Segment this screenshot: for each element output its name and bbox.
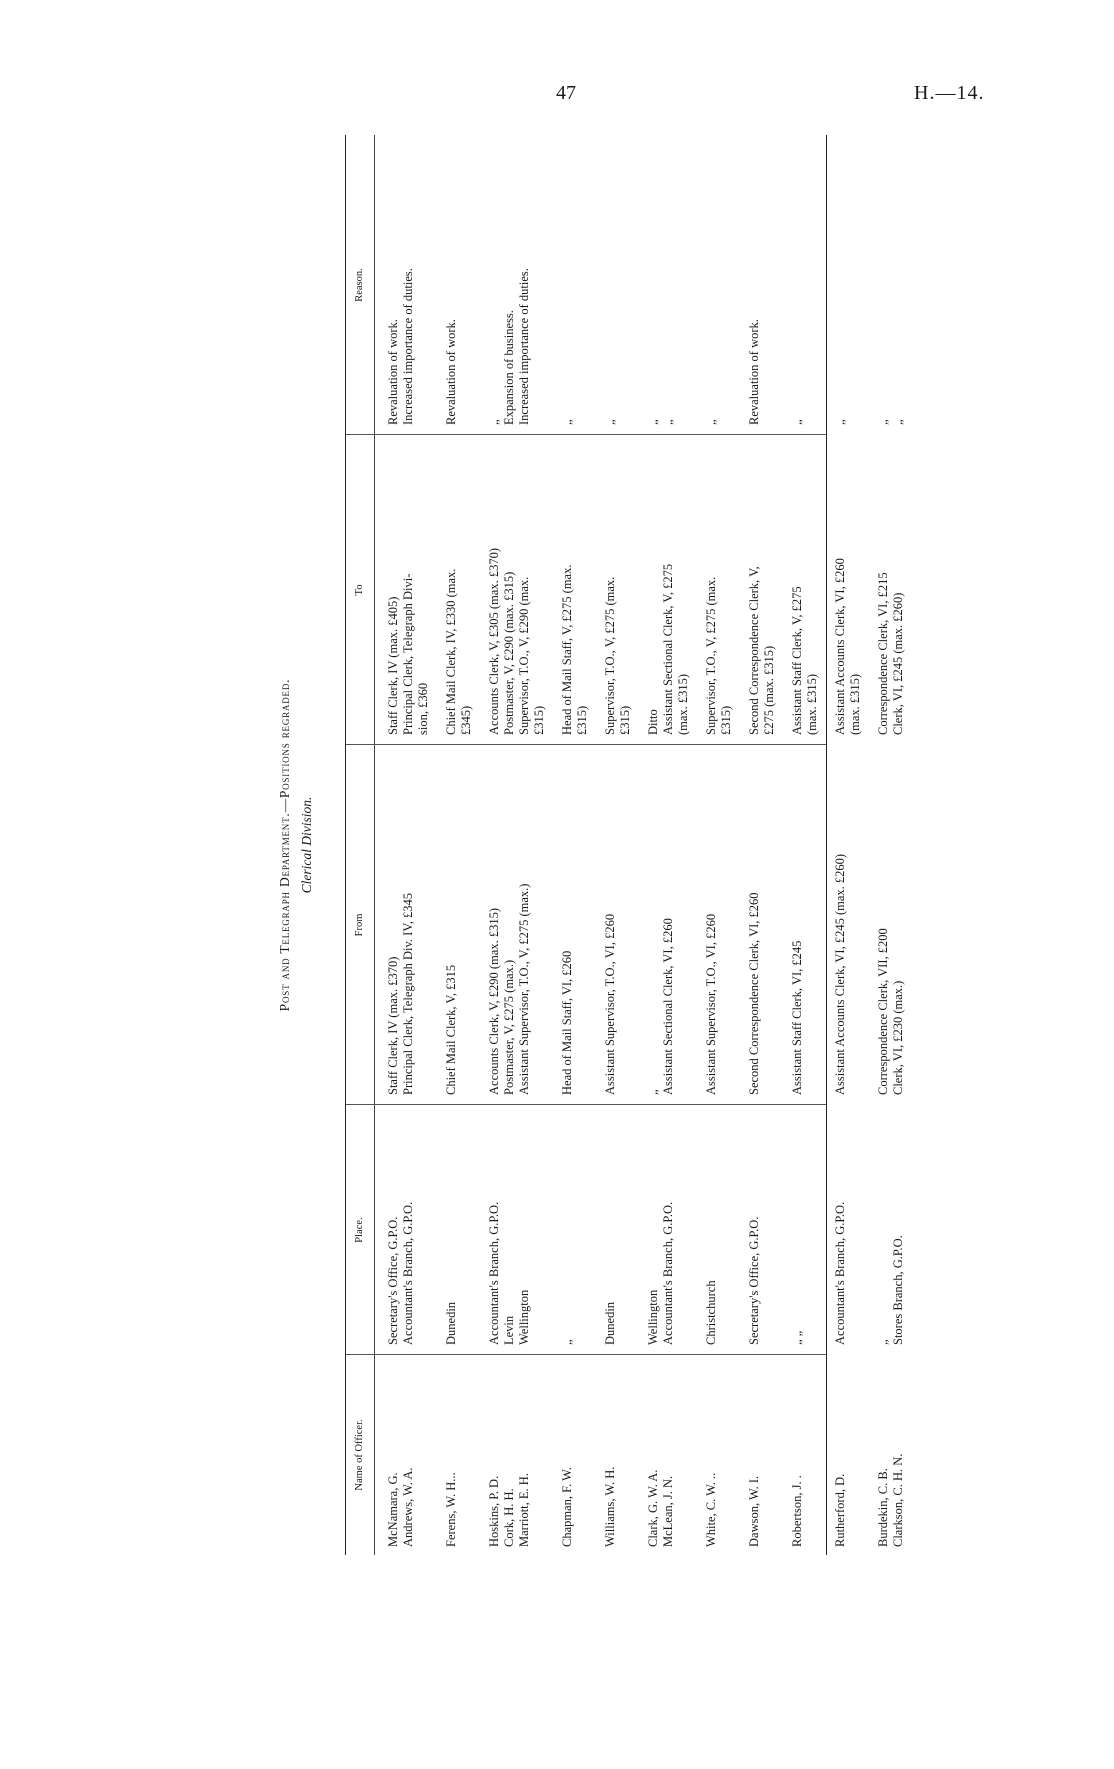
reason-cell (833, 419, 848, 425)
reason-cell (487, 268, 532, 425)
reason-cell (603, 419, 618, 425)
to-position-line: Correspondence Clerk, VI, £215 (876, 572, 890, 735)
table-title: Post and Telegraph Department.—Positions regraded. (277, 678, 292, 1012)
reason-cell (704, 419, 719, 425)
place-cell (603, 1302, 618, 1345)
column-divider (346, 1354, 826, 1355)
officer-name-cell (560, 1467, 575, 1547)
to-position-line: Assistant Accounts Clerk, VI, £260 (833, 558, 847, 735)
column-header-reason: Reason. (354, 268, 365, 302)
place-cell (833, 1202, 848, 1345)
place-line: Dunedin (444, 1301, 458, 1345)
to-position-line: £345) (459, 705, 473, 735)
page-number: 47 (556, 82, 576, 104)
officer-name-cell (646, 1470, 676, 1547)
from-position-cell (646, 918, 676, 1095)
officer-name-cell (876, 1454, 906, 1547)
to-position-line: Postmaster, V, £290 (max. £315) (502, 571, 516, 735)
from-position-line: Accounts Clerk, V, £290 (max. £315) (487, 907, 501, 1095)
officer-name-cell (487, 1473, 532, 1547)
officer-name-cell (444, 1472, 459, 1547)
officer-name-line: Dawson, W. I. (747, 1475, 761, 1547)
to-position-line: £315) (618, 705, 632, 735)
from-position-line: Assistant Accounts Clerk, VI, £245 (max. £260) (833, 853, 847, 1095)
to-position-line: Accounts Clerk, V, £305 (max. £370) (487, 547, 501, 735)
reason-line: Increased importance of duties. (517, 268, 531, 425)
to-position-line: £315) (532, 705, 546, 735)
to-position-cell (790, 586, 820, 735)
from-position-cell (790, 941, 805, 1095)
reason-line: „ (833, 419, 847, 425)
document-reference: H.—14. (914, 82, 985, 104)
place-line: Dunedin (603, 1301, 617, 1345)
to-position-cell (444, 569, 474, 735)
place-line: Wellington (517, 1289, 531, 1345)
from-position-cell (444, 965, 459, 1095)
to-position-line: Chief Mail Clerk, IV, £330 (max. (444, 568, 458, 735)
place-cell (444, 1302, 459, 1345)
place-line: Accountant's Branch, G.P.O. (487, 1201, 501, 1345)
place-line: Levin (502, 1315, 516, 1345)
from-position-line: Assistant Staff Clerk, VI, £245 (790, 940, 804, 1095)
from-position-cell (704, 914, 719, 1095)
place-line: Secretary's Office, G.P.O. (747, 1216, 761, 1345)
reason-cell (444, 319, 459, 425)
officer-name-line: Clarkson, C. H. N. (891, 1453, 905, 1547)
to-position-cell (603, 577, 633, 735)
officer-name-line: Williams, W. H. (603, 1466, 617, 1547)
place-line: Accountant's Branch, G.P.O. (833, 1201, 847, 1345)
officer-name-line: Hoskins, P. D. (487, 1475, 501, 1547)
to-position-line: sion, £360 (416, 682, 430, 735)
to-position-line: Head of Mail Staff, V, £275 (max. (560, 564, 574, 735)
officer-name-line: Andrews, W. A. (401, 1467, 415, 1547)
reason-line: „ (646, 419, 660, 425)
to-position-line: Supervisor, T.O., V, £275 (max. (603, 576, 617, 735)
place-line: Wellington (646, 1289, 660, 1345)
to-position-cell (704, 577, 734, 735)
to-position-cell (386, 574, 431, 735)
place-cell (386, 1202, 416, 1345)
reason-line: „ (487, 419, 501, 425)
from-position-line: Correspondence Clerk, VII, £200 (876, 928, 890, 1095)
from-position-cell (876, 928, 906, 1095)
place-cell (646, 1202, 676, 1345)
from-position-line: Assistant Supervisor, T.O., V, £275 (max.) (517, 883, 531, 1095)
officer-name-line: White, C. W. .. (704, 1472, 718, 1547)
from-position-cell (747, 892, 762, 1095)
officer-name-line: McLean, J. N. (661, 1475, 675, 1547)
place-cell (747, 1217, 762, 1345)
to-position-line: Clerk, VI, £245 (max. £260) (891, 592, 905, 735)
officer-name-line: Burdekin, C. B. (876, 1468, 890, 1547)
to-position-cell (747, 566, 777, 735)
table-title-block (277, 135, 315, 1555)
to-position-cell (876, 572, 906, 735)
from-position-cell (487, 884, 532, 1095)
to-position-line: Ditto (646, 709, 660, 735)
reason-line: Revaluation of work. (747, 319, 761, 425)
reason-line: „ (876, 419, 890, 425)
to-position-line: Supervisor, T.O., V, £275 (max. (704, 576, 718, 735)
officer-name-cell (603, 1467, 618, 1547)
to-position-line: £315) (719, 705, 733, 735)
reason-line: „ (704, 419, 718, 425)
officer-name-line: Robertson, J. . (790, 1475, 804, 1547)
from-position-line: Second Correspondence Clerk, VI, £260 (747, 892, 761, 1095)
to-position-line: Staff Clerk, IV (max. £405) (386, 596, 400, 735)
column-header-name: Name of Officer. (354, 1419, 365, 1491)
place-line: Accountant's Branch, G.P.O. (401, 1201, 415, 1345)
reason-line: „ (603, 419, 617, 425)
place-cell (704, 1280, 719, 1345)
regraded-positions-table-frame (277, 135, 905, 1555)
place-line: „ (876, 1339, 890, 1345)
column-divider (346, 1104, 826, 1105)
to-position-line: (max. £315) (676, 673, 690, 735)
reason-line: Revaluation of work. (386, 319, 400, 425)
from-position-line: Assistant Sectional Clerk, VI, £260 (661, 918, 675, 1095)
to-position-line: £275 (max. £315) (762, 645, 776, 735)
place-line: Christchurch (704, 1280, 718, 1345)
reason-cell (790, 419, 805, 425)
officer-name-cell (747, 1476, 762, 1547)
from-position-line: „ (646, 1089, 660, 1095)
column-divider (346, 434, 826, 435)
column-divider (346, 744, 826, 745)
from-position-line: Assistant Supervisor, T.O., VI, £260 (704, 913, 718, 1095)
place-cell (560, 1339, 575, 1345)
place-line: „ (560, 1339, 574, 1345)
reason-line: Revaluation of work. (444, 319, 458, 425)
column-header-place: Place. (354, 1217, 365, 1243)
to-position-line: Assistant Staff Clerk, V, £275 (790, 586, 804, 735)
to-position-cell (833, 558, 863, 735)
place-cell (790, 1331, 805, 1345)
from-position-line: Principal Clerk, Telegraph Div. IV, £345 (401, 893, 415, 1095)
reason-line: „ (891, 419, 905, 425)
from-position-line: Clerk, VI, £230 (max.) (891, 980, 905, 1095)
reason-line: „ (661, 419, 675, 425)
to-position-line: Principal Clerk, Telegraph Divi- (401, 573, 415, 735)
reason-line: „ (790, 419, 804, 425)
to-position-cell (487, 548, 547, 735)
reason-cell (560, 419, 575, 425)
officer-name-line: Cork, H. H. (502, 1488, 516, 1547)
to-position-line: Second Correspondence Clerk, V, (747, 566, 761, 735)
from-position-cell (560, 951, 575, 1095)
to-position-line: £315) (575, 705, 589, 735)
to-position-line: (max. £315) (805, 673, 819, 735)
reason-line: Increased importance of duties. (401, 268, 415, 425)
reason-cell (747, 319, 762, 425)
to-position-line: Assistant Sectional Clerk, V, £275 (661, 563, 675, 735)
officer-name-line: Rutherford, D. (833, 1473, 847, 1547)
reason-cell (386, 268, 416, 425)
place-cell (487, 1202, 532, 1345)
officer-name-line: Marriott, E. H. (517, 1473, 531, 1547)
officer-name-cell (833, 1474, 848, 1547)
officer-name-line: McNamara, G. (386, 1472, 400, 1547)
officer-name-cell (790, 1475, 805, 1547)
officer-name-line: Ferens, W. H... (444, 1472, 458, 1547)
place-line: „ „ (790, 1330, 804, 1345)
to-position-cell (560, 565, 590, 735)
reason-line: „ (560, 419, 574, 425)
from-position-line: Head of Mail Staff, VI, £260 (560, 950, 574, 1095)
column-header-from: From (354, 913, 365, 937)
place-line: Stores Branch, G.P.O. (891, 1235, 905, 1345)
from-position-line: Chief Mail Clerk, V, £315 (444, 964, 458, 1095)
from-position-line: Staff Clerk, IV (max. £370) (386, 956, 400, 1095)
place-line: Accountant's Branch, G.P.O. (661, 1201, 675, 1345)
officer-name-cell (386, 1467, 416, 1547)
officer-name-cell (704, 1473, 719, 1547)
from-position-cell (603, 914, 618, 1095)
place-cell (876, 1235, 906, 1345)
to-position-cell (646, 564, 691, 735)
officer-name-line: Chapman, F. W. (560, 1467, 574, 1547)
reason-line: Expansion of business. (502, 310, 516, 425)
to-position-line: Supervisor, T.O., V, £290 (max. (517, 576, 531, 735)
officer-name-line: Clark, G. W. A. (646, 1469, 660, 1547)
place-line: Secretary's Office, G.P.O. (386, 1216, 400, 1345)
from-position-cell (833, 854, 848, 1095)
reason-cell (646, 419, 676, 425)
from-position-cell (386, 893, 416, 1095)
from-position-line: Postmaster, V, £275 (max.) (502, 959, 516, 1095)
reason-cell (876, 419, 906, 425)
to-position-line: (max. £315) (848, 673, 862, 735)
column-header-to: To (354, 584, 365, 596)
regraded-positions-table (345, 135, 905, 1555)
table-subtitle: Clerical Division. (299, 796, 314, 894)
header-rule (374, 135, 375, 1555)
from-position-line: Assistant Supervisor, T.O., VI, £260 (603, 913, 617, 1095)
